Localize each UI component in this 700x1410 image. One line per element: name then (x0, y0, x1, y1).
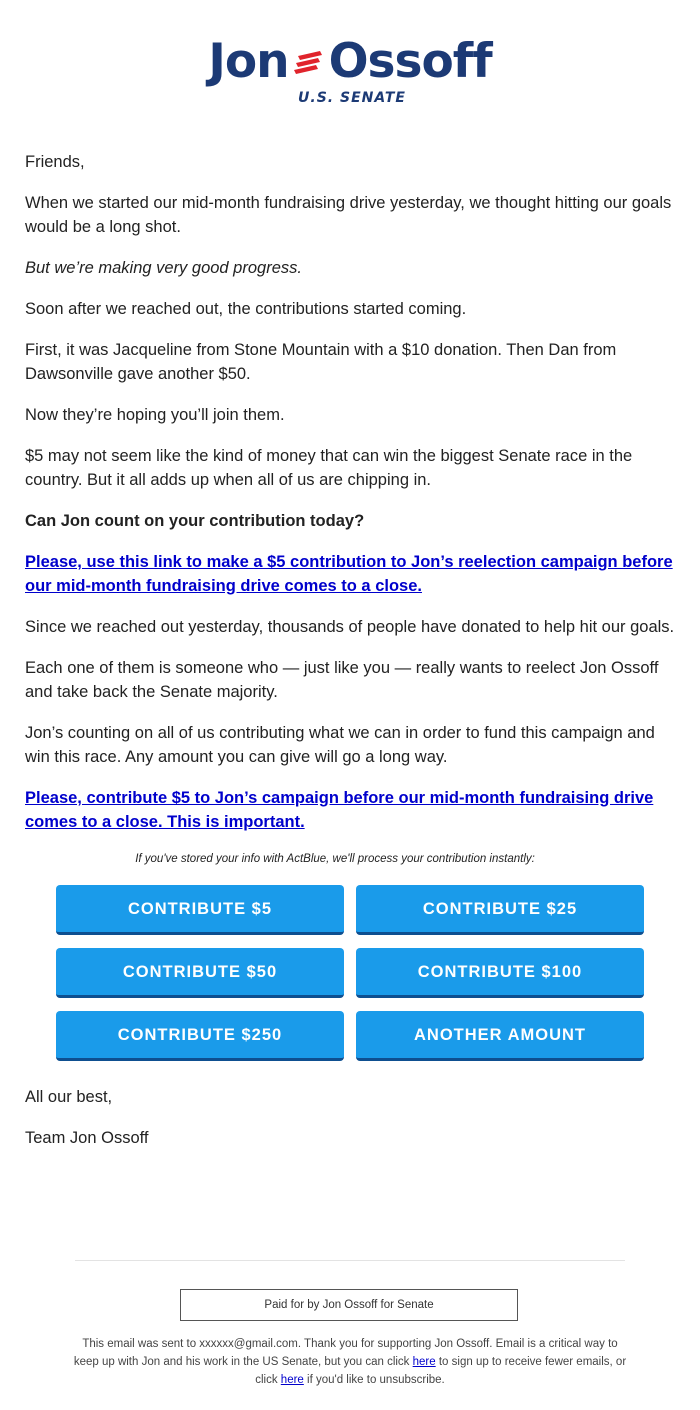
contribute-25-button[interactable]: CONTRIBUTE $25 (356, 885, 644, 935)
campaign-logo[interactable] (0, 36, 700, 106)
contribute-5-button[interactable]: CONTRIBUTE $5 (56, 885, 344, 935)
flag-stripes-icon (293, 48, 327, 76)
contribution-buttons (56, 885, 680, 1061)
paragraph: Jon’s counting on all of us contributing what we can in order to fund this campaign and win this race. Any amount you can give will go a long way. (25, 724, 655, 766)
unsubscribe-link[interactable]: here (280, 1374, 304, 1386)
closing: All our best, (25, 1088, 113, 1106)
paragraph: Soon after we reached out, the contributions started coming. (25, 300, 467, 318)
contribute-250-button[interactable]: CONTRIBUTE $250 (56, 1011, 344, 1061)
paid-for-box: Paid for by Jon Ossoff for Senate (180, 1289, 518, 1321)
paragraph: First, it was Jacqueline from Stone Mountain with a $10 donation. Then Dan from Dawsonville gave another $50. (25, 341, 617, 383)
contribute-link-1[interactable]: Please, use this link to make a $5 contribution to Jon’s reelection campaign before our mid-month fundraising drive comes to a close. (25, 553, 673, 595)
footer-text-part: This email was sent to xxxxxx@gmail.com. Thank you for supporting Jon Ossoff. Email is a critical way to keep up with Jon and his work in the US Senate, but you can click (73, 1338, 618, 1368)
actblue-note: If you've stored your info with ActBlue, we'll process your contribution instantly: (135, 853, 535, 865)
signature: Team Jon Ossoff (25, 1129, 149, 1147)
question-heading: Can Jon count on your contribution today? (25, 512, 365, 530)
footer-divider (75, 1260, 625, 1261)
greeting: Friends, (25, 153, 85, 171)
another-amount-button[interactable]: ANOTHER AMOUNT (356, 1011, 644, 1061)
logo-last-name: Ossoff (328, 34, 492, 89)
contribute-link-2[interactable]: Please, contribute $5 to Jon’s campaign before our mid-month fundraising drive comes to a close. This is important. (25, 789, 654, 831)
contribute-50-button[interactable]: CONTRIBUTE $50 (56, 948, 344, 998)
paragraph: Since we reached out yesterday, thousands of people have donated to help hit our goals. (25, 618, 675, 636)
logo-subtitle: U.S. SENATE (298, 90, 406, 106)
email-body (25, 150, 680, 1167)
contribute-100-button[interactable]: CONTRIBUTE $100 (356, 948, 644, 998)
footer-text-part: if you'd like to unsubscribe. (303, 1374, 445, 1386)
logo-first-name: Jon (208, 34, 289, 89)
footer-text-part: to sign up to receive fewer emails, or click (255, 1356, 627, 1386)
paragraph: Each one of them is someone who — just like you — really wants to reelect Jon Ossoff and take back the Senate majority. (25, 659, 659, 701)
footer-text (70, 1335, 630, 1389)
paragraph: When we started our mid-month fundraising drive yesterday, we thought hitting our goals would be a long shot. (25, 194, 672, 236)
paragraph: Now they’re hoping you’ll join them. (25, 406, 285, 424)
fewer-emails-link[interactable]: here (412, 1356, 436, 1368)
paragraph: But we’re making very good progress. (25, 259, 302, 277)
logo-wordmark (208, 36, 491, 88)
paragraph: $5 may not seem like the kind of money that can win the biggest Senate race in the country. But it all adds up when all of us are chipping in. (25, 447, 633, 489)
